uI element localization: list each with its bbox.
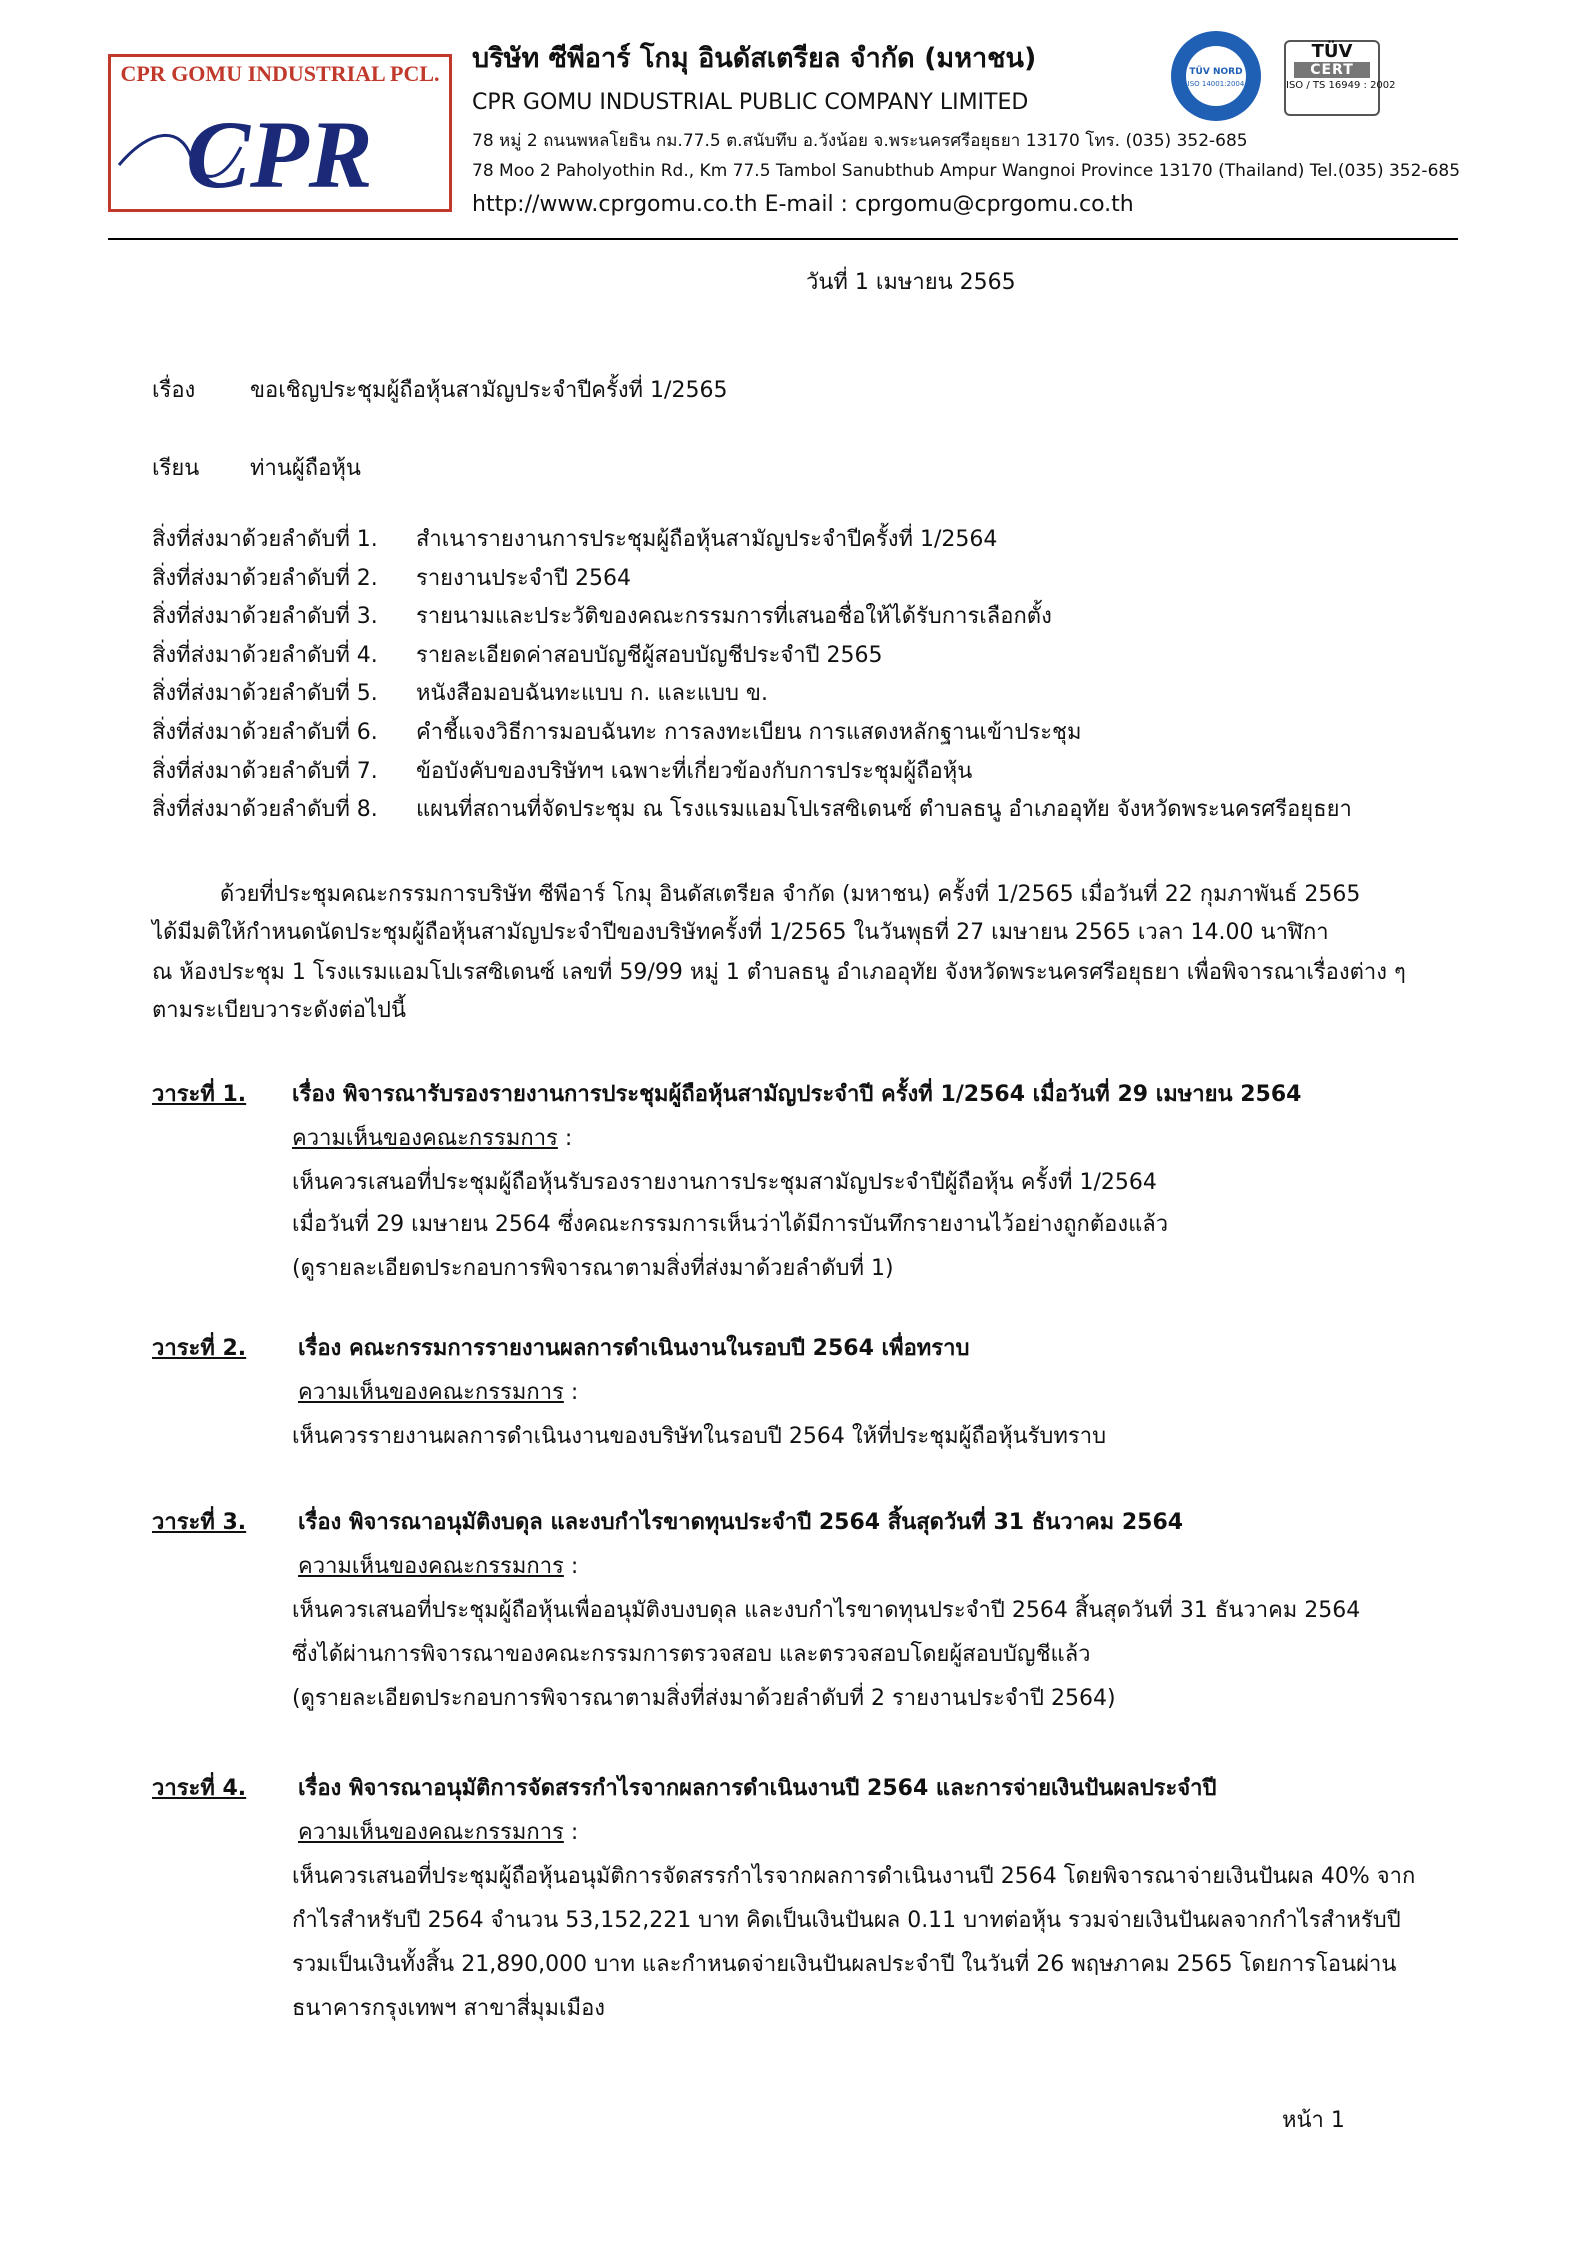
attachment-text: หนังสือมอบฉันทะแบบ ก. และแบบ ข. bbox=[416, 681, 768, 707]
attachment-item bbox=[152, 641, 1352, 680]
agenda-1-number: วาระที่ 1. bbox=[152, 1082, 247, 1107]
address-english: 78 Moo 2 Paholyothin Rd., Km 77.5 Tambol Sanubthub Ampur Wangnoi Province 13170 (Thailand) Tel.(035) 352-685 bbox=[472, 161, 1461, 181]
agenda-3-number: วาระที่ 3. bbox=[152, 1510, 247, 1535]
agenda-3-line: ซึ่งได้ผ่านการพิจารณาของคณะกรรมการตรวจสอบ และตรวจสอบโดยผู้สอบบัญชีแล้ว bbox=[292, 1642, 1091, 1667]
agenda-4-title: เรื่อง พิจารณาอนุมัติการจัดสรรกำไรจากผลการดำเนินงานปี 2564 และการจ่ายเงินปันผลประจำปี bbox=[298, 1776, 1217, 1801]
agenda-4-line: กำไรสำหรับปี 2564 จำนวน 53,152,221 บาท คิดเป็นเงินปันผล 0.11 บาทต่อหุ้น รวมจ่ายเงินปันผลจากกำไรสำหรับปี bbox=[292, 1908, 1401, 1933]
logo-brand-mark bbox=[111, 87, 449, 207]
agenda-1-line: เมื่อวันที่ 29 เมษายน 2564 ซึ่งคณะกรรมการเห็นว่าได้มีการบันทึกรายงานไว้อย่างถูกต้องแล้ว bbox=[292, 1212, 1169, 1237]
attachment-label: สิ่งที่ส่งมาด้วยลำดับที่ 8. bbox=[152, 797, 378, 823]
cert1-iso-text: ISO 14001:2004 bbox=[1187, 80, 1245, 88]
intro-line: ได้มีมติให้กำหนดนัดประชุมผู้ถือหุ้นสามัญประจำปีของบริษัทครั้งที่ 1/2565 ในวันพุธที่ 27 เมษายน 2565 เวลา 14.00 นาฬิกา bbox=[152, 920, 1329, 945]
opinion-suffix: : bbox=[563, 1380, 579, 1405]
address-thai: 78 หมู่ 2 ถนนพหลโยธิน กม.77.5 ต.สนับทึบ อ.วังน้อย จ.พระนครศรีอยุธยา 13170 โทร. (035) 352-685 bbox=[472, 131, 1248, 151]
cert2-iso-text: ISO / TS 16949 : 2002 bbox=[1286, 80, 1396, 91]
company-logo bbox=[108, 54, 452, 212]
opinion-label: ความเห็นของคณะกรรมการ bbox=[298, 1380, 564, 1405]
attachment-label: สิ่งที่ส่งมาด้วยลำดับที่ 5. bbox=[152, 681, 378, 707]
agenda-1-title: เรื่อง พิจารณารับรองรายงานการประชุมผู้ถือหุ้นสามัญประจำปี ครั้งที่ 1/2564 เมื่อวันที่ 29 เมษายน 2564 bbox=[292, 1082, 1302, 1107]
attachment-item bbox=[152, 795, 1352, 834]
opinion-suffix: : bbox=[563, 1820, 579, 1845]
agenda-3-line: (ดูรายละเอียดประกอบการพิจารณาตามสิ่งที่ส่งมาด้วยลำดับที่ 2 รายงานประจำปี 2564) bbox=[292, 1686, 1116, 1711]
attachment-label: สิ่งที่ส่งมาด้วยลำดับที่ 1. bbox=[152, 527, 378, 552]
attachment-text: รายนามและประวัติของคณะกรรมการที่เสนอชื่อให้ได้รับการเลือกตั้ง bbox=[416, 604, 1052, 630]
agenda-1-line: (ดูรายละเอียดประกอบการพิจารณาตามสิ่งที่ส่งมาด้วยลำดับที่ 1) bbox=[292, 1256, 894, 1281]
attachment-label: สิ่งที่ส่งมาด้วยลำดับที่ 4. bbox=[152, 642, 378, 668]
agenda-2-number: วาระที่ 2. bbox=[152, 1336, 247, 1361]
logo-brand-text: CPR bbox=[186, 101, 373, 207]
agenda-3-title: เรื่อง พิจารณาอนุมัติงบดุล และงบกำไรขาดทุนประจำปี 2564 สิ้นสุดวันที่ 31 ธันวาคม 2564 bbox=[298, 1510, 1184, 1535]
company-name-english: CPR GOMU INDUSTRIAL PUBLIC COMPANY LIMITED bbox=[472, 90, 1029, 115]
intro-line: ณ ห้องประชุม 1 โรงแรมแอมโปเรสซิเดนซ์ เลขที่ 59/99 หมู่ 1 ตำบลธนู อำเภออุทัย จังหวัดพระนครศรีอยุธยา เพื่อพิจารณาเรื่องต่าง ๆ bbox=[152, 960, 1406, 985]
agenda-4-number: วาระที่ 4. bbox=[152, 1776, 247, 1801]
company-name-thai: บริษัท ซีพีอาร์ โกมุ อินดัสเตรียล จำกัด (มหาชน) bbox=[472, 43, 1037, 74]
agenda-2-title: เรื่อง คณะกรรมการรายงานผลการดำเนินงานในรอบปี 2564 เพื่อทราบ bbox=[298, 1336, 970, 1361]
agenda-3-opinion bbox=[298, 1552, 578, 1582]
intro-line: ด้วยที่ประชุมคณะกรรมการบริษัท ซีพีอาร์ โกมุ อินดัสเตรียล จำกัด (มหาชน) ครั้งที่ 1/2565 เมื่อวันที่ 22 กุมภาพันธ์ 2565 bbox=[220, 882, 1361, 907]
to-label: เรียน bbox=[152, 456, 200, 481]
agenda-3-line: เห็นควรเสนอที่ประชุมผู้ถือหุ้นเพื่ออนุมัติงบงบดุล และงบกำไรขาดทุนประจำปี 2564 สิ้นสุดวันที่ 31 ธันวาคม 2564 bbox=[292, 1598, 1361, 1623]
attachment-item bbox=[152, 757, 1352, 796]
header-divider bbox=[108, 238, 1458, 240]
attachment-item bbox=[152, 602, 1352, 641]
page-number: หน้า 1 bbox=[1282, 2108, 1345, 2133]
opinion-suffix: : bbox=[563, 1554, 579, 1579]
opinion-label: ความเห็นของคณะกรรมการ bbox=[292, 1126, 558, 1151]
attachment-text: รายงานประจำปี 2564 bbox=[416, 565, 631, 591]
agenda-2-line: เห็นควรรายงานผลการดำเนินงานของบริษัทในรอบปี 2564 ให้ที่ประชุมผู้ถือหุ้นรับทราบ bbox=[292, 1424, 1107, 1449]
agenda-4-line: ธนาคารกรุงเทพฯ สาขาสี่มุมเมือง bbox=[292, 1996, 606, 2021]
letter-date: วันที่ 1 เมษายน 2565 bbox=[806, 270, 1016, 295]
agenda-1-opinion bbox=[292, 1124, 572, 1154]
attachment-label: สิ่งที่ส่งมาด้วยลำดับที่ 6. bbox=[152, 719, 378, 745]
attachment-label: สิ่งที่ส่งมาด้วยลำดับที่ 7. bbox=[152, 758, 378, 784]
agenda-2-opinion bbox=[298, 1378, 578, 1408]
tuv-cert-badge bbox=[1284, 40, 1396, 116]
attachment-item bbox=[152, 679, 1352, 718]
intro-line: ตามระเบียบวาระดังต่อไปนี้ bbox=[152, 998, 407, 1023]
opinion-suffix: : bbox=[557, 1126, 573, 1151]
agenda-4-line: เห็นควรเสนอที่ประชุมผู้ถือหุ้นอนุมัติการจัดสรรกำไรจากผลการดำเนินงานปี 2564 โดยพิจารณาจ่ายเงินปันผล 40% จาก bbox=[292, 1864, 1416, 1889]
agenda-1-line: เห็นควรเสนอที่ประชุมผู้ถือหุ้นรับรองรายงานการประชุมสามัญประจำปีผู้ถือหุ้น ครั้งที่ 1/2564 bbox=[292, 1170, 1157, 1195]
attachment-label: สิ่งที่ส่งมาด้วยลำดับที่ 3. bbox=[152, 604, 378, 630]
tuv-nord-iso-badge bbox=[1168, 28, 1264, 124]
opinion-label: ความเห็นของคณะกรรมการ bbox=[298, 1554, 564, 1579]
agenda-4-opinion bbox=[298, 1818, 578, 1848]
attachment-text: สำเนารายงานการประชุมผู้ถือหุ้นสามัญประจำปีครั้งที่ 1/2564 bbox=[416, 527, 998, 552]
to-text: ท่านผู้ถือหุ้น bbox=[250, 456, 361, 481]
subject-text: ขอเชิญประชุมผู้ถือหุ้นสามัญประจำปีครั้งที่ 1/2565 bbox=[250, 378, 728, 403]
attachment-item bbox=[152, 564, 1352, 603]
cert2-top-text: TÜV bbox=[1311, 41, 1353, 62]
opinion-label: ความเห็นของคณะกรรมการ bbox=[298, 1820, 564, 1845]
subject-label: เรื่อง bbox=[152, 378, 196, 403]
attachment-item bbox=[152, 525, 1352, 564]
attachment-list bbox=[152, 525, 1352, 834]
logo-top-text: CPR GOMU INDUSTRIAL PCL. bbox=[120, 61, 440, 86]
attachment-label: สิ่งที่ส่งมาด้วยลำดับที่ 2. bbox=[152, 565, 378, 591]
website-email: http://www.cprgomu.co.th E-mail : cprgomu@cprgomu.co.th bbox=[472, 192, 1134, 217]
attachment-text: คำชี้แจงวิธีการมอบฉันทะ การลงทะเบียน การแสดงหลักฐานเข้าประชุม bbox=[416, 719, 1082, 745]
agenda-4-line: รวมเป็นเงินทั้งสิ้น 21,890,000 บาท และกำหนดจ่ายเงินปันผลประจำปี ในวันที่ 26 พฤษภาคม 2565 โดยการโอนผ่าน bbox=[292, 1952, 1397, 1977]
attachment-text: แผนที่สถานที่จัดประชุม ณ โรงแรมแอมโปเรสซิเดนซ์ ตำบลธนู อำเภออุทัย จังหวัดพระนครศรีอยุธยา bbox=[416, 797, 1352, 823]
attachment-text: ข้อบังคับของบริษัทฯ เฉพาะที่เกี่ยวข้องกับการประชุมผู้ถือหุ้น bbox=[416, 758, 973, 784]
attachment-text: รายละเอียดค่าสอบบัญชีผู้สอบบัญชีประจำปี 2565 bbox=[416, 642, 883, 668]
cert2-mid-text: CERT bbox=[1294, 62, 1370, 78]
attachment-item bbox=[152, 718, 1352, 757]
cert1-top-text: TÜV NORD bbox=[1189, 67, 1243, 77]
